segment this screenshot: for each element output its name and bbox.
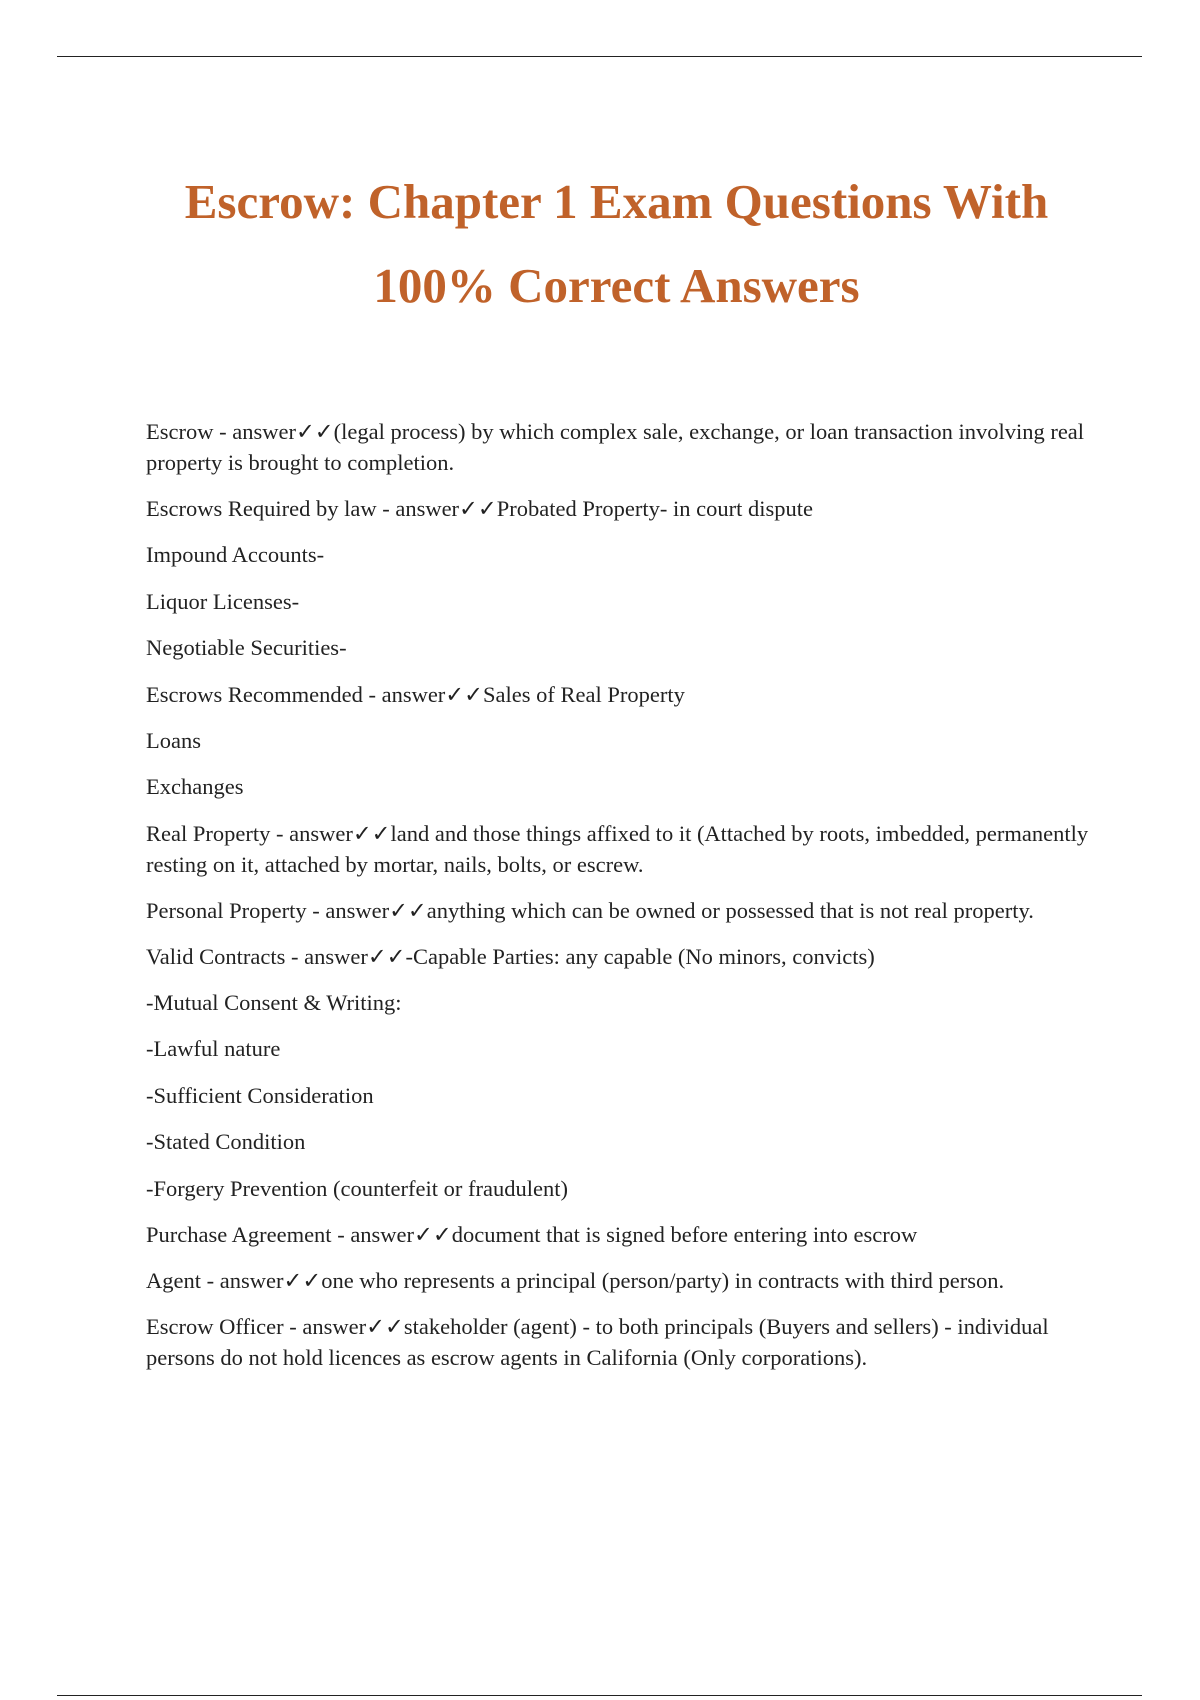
list-item: -Lawful nature (146, 1036, 281, 1061)
answer-marker: answer✓✓ (350, 1222, 452, 1247)
qa-entry (146, 895, 1096, 926)
list-item: -Sufficient Consideration (146, 1082, 374, 1108)
qa-entry (146, 941, 1096, 972)
footer-rule (57, 1695, 1142, 1696)
qa-term: Valid Contracts - (146, 944, 304, 969)
list-item: Liquor Licenses- (146, 588, 300, 614)
list-item: -Forgery Prevention (counterfeit or fraudulent) (146, 1175, 568, 1201)
qa-term: Personal Property - (146, 898, 325, 923)
title-line-2: 100% Correct Answers (373, 258, 860, 313)
qa-entry (146, 679, 1096, 710)
qa-definition: Probated Property- in court dispute (496, 496, 813, 521)
qa-term: Escrows Required by law - (146, 496, 395, 521)
qa-definition: Sales of Real Property (483, 681, 685, 707)
qa-definition: (legal process) by which complex sale, exchange, or loan transaction involving real property is brought to completion. (146, 419, 1085, 475)
answer-marker: answer✓✓ (395, 496, 497, 521)
list-item: Negotiable Securities- (146, 635, 347, 660)
answer-marker: answer✓✓ (304, 943, 406, 969)
list-item: -Mutual Consent & Writing: (146, 989, 402, 1015)
qa-term: Agent - (146, 1268, 220, 1293)
qa-term: Real Property - (146, 821, 289, 846)
qa-definition: land and those things affixed to it (Attached by roots, imbedded, permanently resting on it, attached by mortar, nails, bolts, or escrew. (146, 820, 1089, 877)
qa-definition: stakeholder (agent) - to both principals (Buyers and sellers) - individual persons do not hold licences as escrow agents in California (Only corporations). (146, 1314, 1049, 1370)
list-item: Impound Accounts- (146, 542, 325, 567)
header-rule (57, 56, 1142, 57)
qa-entry (146, 1219, 1096, 1250)
title-line-1: Escrow: Chapter 1 Exam Questions With (184, 174, 1049, 229)
qa-definition: anything which can be owned or possessed that is not real property. (426, 897, 1034, 923)
qa-definition: document that is signed before entering into escrow (451, 1222, 918, 1247)
answer-marker: answer✓✓ (232, 419, 334, 444)
qa-term: Escrows Recommended - (146, 682, 382, 707)
qa-list (146, 416, 1096, 1388)
qa-entry (146, 1265, 1096, 1296)
qa-entry (146, 416, 1096, 478)
qa-term: Escrow - (146, 419, 232, 444)
qa-definition: one who represents a principal (person/party) in contracts with third person. (321, 1268, 1005, 1293)
qa-entry (146, 1311, 1096, 1373)
answer-marker: answer✓✓ (219, 1268, 322, 1293)
answer-marker: answer✓✓ (325, 897, 427, 923)
list-item: -Stated Condition (146, 1129, 306, 1154)
answer-marker: answer✓✓ (302, 1314, 404, 1339)
answer-marker: answer✓✓ (289, 820, 391, 846)
qa-entry (146, 493, 1096, 524)
answer-marker: answer✓✓ (381, 681, 484, 707)
qa-term: Escrow Officer - (146, 1314, 302, 1339)
qa-definition: -Capable Parties: any capable (No minors, convicts) (405, 943, 875, 969)
qa-entry (146, 818, 1096, 880)
list-item: Exchanges (146, 774, 244, 799)
page-title (100, 160, 1133, 328)
list-item: Loans (146, 727, 201, 753)
qa-term: Purchase Agreement - (146, 1222, 350, 1247)
